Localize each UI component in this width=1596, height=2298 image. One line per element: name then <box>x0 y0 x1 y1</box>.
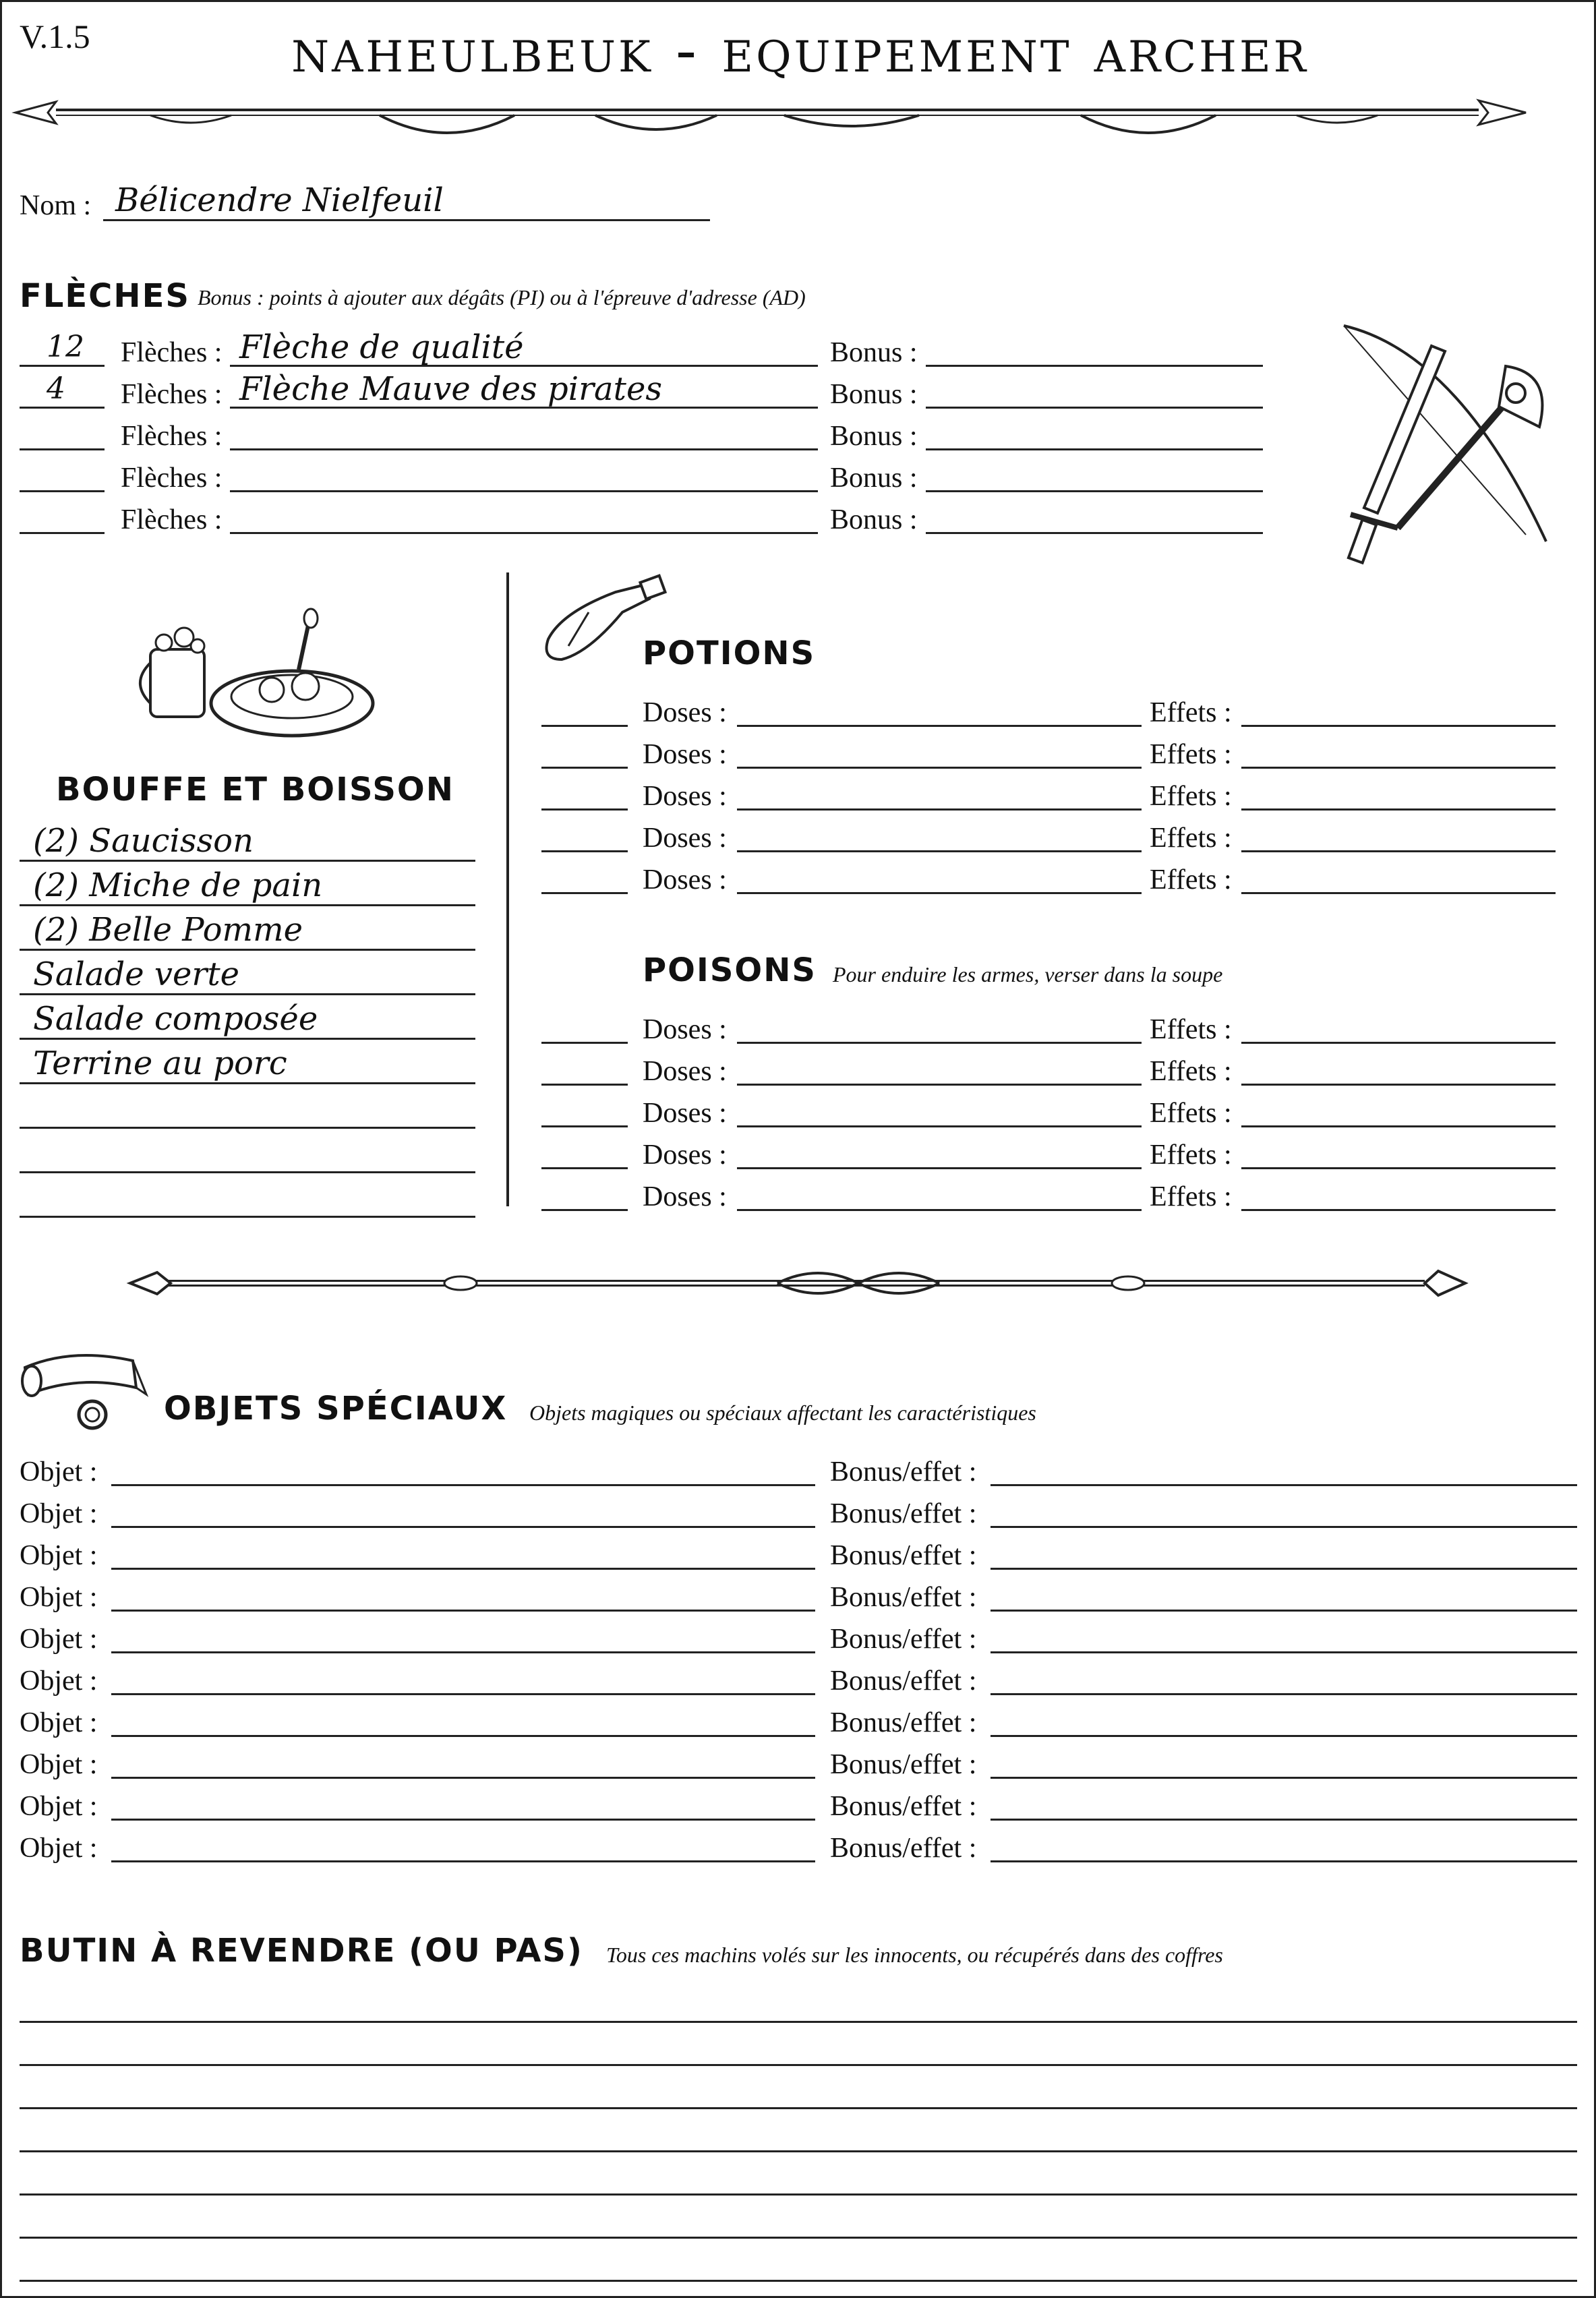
nom-line <box>103 219 710 221</box>
objet-bonus-label: Bonus/effet : <box>830 1666 977 1697</box>
objet-line[interactable] <box>111 1484 815 1486</box>
poisons-qty-line[interactable] <box>541 1209 628 1211</box>
poisons-subtitle: Pour enduire les armes, verser dans la soupe <box>833 962 1223 986</box>
fleches-label: Flèches : <box>121 421 223 452</box>
potions-doses-line[interactable] <box>737 850 1142 852</box>
poisons-effets-label: Effets : <box>1150 1181 1232 1212</box>
column-divider <box>506 572 509 1206</box>
arrow-border-icon <box>16 90 1526 144</box>
objet-bonus-line[interactable] <box>991 1735 1577 1737</box>
potions-effets-label: Effets : <box>1150 697 1232 728</box>
butin-line[interactable] <box>20 2150 1577 2152</box>
butin-line[interactable] <box>20 2064 1577 2066</box>
page-title: naheulbeuk - equipement archer <box>291 14 1309 86</box>
fleches-bonus-line[interactable] <box>926 490 1263 492</box>
potions-effets-line[interactable] <box>1241 892 1556 894</box>
objet-line[interactable] <box>111 1526 815 1528</box>
potions-doses-line[interactable] <box>737 892 1142 894</box>
objet-bonus-label: Bonus/effet : <box>830 1624 977 1655</box>
objet-label: Objet : <box>20 1624 98 1655</box>
objet-label: Objet : <box>20 1498 98 1529</box>
objet-line[interactable] <box>111 1735 815 1737</box>
objet-bonus-line[interactable] <box>991 1526 1577 1528</box>
bouffe-item[interactable]: (2) Miche de pain <box>33 866 323 904</box>
fleches-bonus-line[interactable] <box>926 532 1263 534</box>
fleches-heading: FLÈCHES <box>20 277 190 315</box>
potions-doses-label: Doses : <box>643 697 727 728</box>
potions-effets-line[interactable] <box>1241 725 1556 727</box>
poisons-doses-label: Doses : <box>643 1140 727 1171</box>
poisons-doses-line[interactable] <box>737 1167 1142 1169</box>
objet-bonus-label: Bonus/effet : <box>830 1498 977 1529</box>
objet-bonus-label: Bonus/effet : <box>830 1707 977 1738</box>
bouffe-line[interactable] <box>20 1038 475 1040</box>
potions-effets-label: Effets : <box>1150 864 1232 895</box>
fleches-name[interactable]: Flèche de qualité <box>239 328 524 366</box>
fleches-name-line[interactable] <box>230 490 818 492</box>
butin-line[interactable] <box>20 2237 1577 2239</box>
potions-doses-label: Doses : <box>643 864 727 895</box>
fleches-count-line[interactable] <box>20 448 105 450</box>
poisons-effets-label: Effets : <box>1150 1098 1232 1129</box>
potions-effets-label: Effets : <box>1150 823 1232 854</box>
poisons-doses-label: Doses : <box>643 1181 727 1212</box>
potions-doses-label: Doses : <box>643 823 727 854</box>
bouffe-item[interactable]: (2) Saucisson <box>33 822 254 860</box>
bouffe-line[interactable] <box>20 1171 475 1173</box>
bouffe-item[interactable]: Terrine au porc <box>33 1044 287 1082</box>
fleches-label: Flèches : <box>121 463 223 494</box>
potions-effets-label: Effets : <box>1150 739 1232 770</box>
fleches-count-line[interactable] <box>20 490 105 492</box>
poisons-effets-line[interactable] <box>1241 1209 1556 1211</box>
objet-bonus-line[interactable] <box>991 1819 1577 1821</box>
fleches-count-line[interactable] <box>20 532 105 534</box>
potions-doses-line[interactable] <box>737 808 1142 811</box>
poisons-doses-label: Doses : <box>643 1056 727 1087</box>
butin-line[interactable] <box>20 2021 1577 2023</box>
potions-effets-line[interactable] <box>1241 808 1556 811</box>
objets-subtitle: Objets magiques ou spéciaux affectant les caractéristiques <box>529 1401 1036 1425</box>
bouffe-line[interactable] <box>20 860 475 862</box>
potions-doses-label: Doses : <box>643 739 727 770</box>
fleches-name-line[interactable] <box>230 448 818 450</box>
bouffe-line[interactable] <box>20 1082 475 1084</box>
potions-heading: POTIONS <box>643 635 816 672</box>
poisons-effets-line[interactable] <box>1241 1042 1556 1044</box>
potions-effets-label: Effets : <box>1150 781 1232 812</box>
poisons-effets-line[interactable] <box>1241 1084 1556 1086</box>
objet-line[interactable] <box>111 1819 815 1821</box>
potions-doses-line[interactable] <box>737 767 1142 769</box>
objet-bonus-line[interactable] <box>991 1777 1577 1779</box>
potions-qty-line[interactable] <box>541 808 628 811</box>
fleches-bonus-label: Bonus : <box>830 337 918 368</box>
fleches-bonus-line[interactable] <box>926 407 1263 409</box>
fleches-label: Flèches : <box>121 504 223 535</box>
butin-line[interactable] <box>20 2107 1577 2109</box>
butin-heading: BUTIN À REVENDRE (OU PAS) <box>20 1932 583 1970</box>
butin-line[interactable] <box>20 2193 1577 2196</box>
butin-line[interactable] <box>20 2280 1577 2282</box>
fleches-name[interactable]: Flèche Mauve des pirates <box>239 370 662 408</box>
objet-line[interactable] <box>111 1651 815 1653</box>
bouffe-line[interactable] <box>20 1216 475 1218</box>
objet-line[interactable] <box>111 1777 815 1779</box>
objet-line[interactable] <box>111 1610 815 1612</box>
objet-label: Objet : <box>20 1540 98 1571</box>
potions-doses-label: Doses : <box>643 781 727 812</box>
objet-bonus-label: Bonus/effet : <box>830 1833 977 1864</box>
objet-bonus-line[interactable] <box>991 1610 1577 1612</box>
bouffe-line[interactable] <box>20 993 475 995</box>
objet-bonus-label: Bonus/effet : <box>830 1791 977 1822</box>
objets-heading: OBJETS SPÉCIAUX <box>164 1390 508 1427</box>
poisons-effets-label: Effets : <box>1150 1056 1232 1087</box>
poisons-doses-line[interactable] <box>737 1209 1142 1211</box>
bouffe-line[interactable] <box>20 949 475 951</box>
potions-qty-line[interactable] <box>541 725 628 727</box>
fleches-bonus-label: Bonus : <box>830 504 918 535</box>
poisons-qty-line[interactable] <box>541 1125 628 1127</box>
fleches-bonus-label: Bonus : <box>830 421 918 452</box>
objet-label: Objet : <box>20 1749 98 1780</box>
poisons-doses-label: Doses : <box>643 1014 727 1045</box>
objet-label: Objet : <box>20 1707 98 1738</box>
nom-label: Nom : <box>20 190 92 221</box>
crossed-weapons-icon <box>1324 312 1566 555</box>
poisons-qty-line[interactable] <box>541 1042 628 1044</box>
fleches-bonus-line[interactable] <box>926 365 1263 367</box>
butin-subtitle: Tous ces machins volés sur les innocents, ou récupérés dans des coffres <box>606 1943 1223 1967</box>
objet-label: Objet : <box>20 1582 98 1613</box>
nom-value[interactable]: Bélicendre Nielfeuil <box>115 181 444 219</box>
fleches-label: Flèches : <box>121 337 223 368</box>
poisons-doses-line[interactable] <box>737 1125 1142 1127</box>
objet-bonus-line[interactable] <box>991 1693 1577 1695</box>
fleches-bonus-label: Bonus : <box>830 463 918 494</box>
bouffe-item[interactable]: Salade composée <box>33 1000 318 1038</box>
poisons-doses-line[interactable] <box>737 1084 1142 1086</box>
poisons-effets-line[interactable] <box>1241 1167 1556 1169</box>
poisons-qty-line[interactable] <box>541 1084 628 1086</box>
fleches-subtitle: Bonus : points à ajouter aux dégâts (PI) ou à l'épreuve d'adresse (AD) <box>198 285 806 310</box>
objet-line[interactable] <box>111 1693 815 1695</box>
fleches-bonus-label: Bonus : <box>830 379 918 410</box>
fleches-label: Flèches : <box>121 379 223 410</box>
objet-bonus-line[interactable] <box>991 1568 1577 1570</box>
objet-bonus-line[interactable] <box>991 1651 1577 1653</box>
objet-line[interactable] <box>111 1568 815 1570</box>
potions-qty-line[interactable] <box>541 767 628 769</box>
poisons-effets-line[interactable] <box>1241 1125 1556 1127</box>
objet-bonus-label: Bonus/effet : <box>830 1749 977 1780</box>
objet-bonus-line[interactable] <box>991 1484 1577 1486</box>
food-platter-icon <box>137 609 380 744</box>
poisons-qty-line[interactable] <box>541 1167 628 1169</box>
fleches-count[interactable]: 4 <box>47 372 65 406</box>
fleches-bonus-line[interactable] <box>926 448 1263 450</box>
bouffe-item[interactable]: Salade verte <box>33 955 240 993</box>
fleches-count-line[interactable] <box>20 407 105 409</box>
objet-line[interactable] <box>111 1860 815 1862</box>
bouffe-line[interactable] <box>20 1127 475 1129</box>
fleches-name-line[interactable] <box>230 532 818 534</box>
poisons-effets-label: Effets : <box>1150 1014 1232 1045</box>
objet-label: Objet : <box>20 1791 98 1822</box>
potions-doses-line[interactable] <box>737 725 1142 727</box>
potions-effets-line[interactable] <box>1241 767 1556 769</box>
bouffe-line[interactable] <box>20 904 475 906</box>
poisons-effets-label: Effets : <box>1150 1140 1232 1171</box>
objet-bonus-label: Bonus/effet : <box>830 1456 977 1487</box>
version-label: V.1.5 <box>20 18 90 55</box>
potions-qty-line[interactable] <box>541 850 628 852</box>
potions-qty-line[interactable] <box>541 892 628 894</box>
objet-label: Objet : <box>20 1456 98 1487</box>
fleches-count-line[interactable] <box>20 365 105 367</box>
potions-effets-line[interactable] <box>1241 850 1556 852</box>
objet-bonus-label: Bonus/effet : <box>830 1540 977 1571</box>
bouffe-heading: BOUFFE ET BOISSON <box>56 771 454 808</box>
objet-label: Objet : <box>20 1833 98 1864</box>
objet-bonus-line[interactable] <box>991 1860 1577 1862</box>
poisons-doses-line[interactable] <box>737 1042 1142 1044</box>
poisons-doses-label: Doses : <box>643 1098 727 1129</box>
poisons-heading: POISONS <box>643 951 817 989</box>
staff-divider-icon <box>130 1263 1465 1303</box>
fleches-count[interactable]: 12 <box>47 330 84 364</box>
objet-bonus-label: Bonus/effet : <box>830 1582 977 1613</box>
bouffe-item[interactable]: (2) Belle Pomme <box>33 911 303 949</box>
objet-label: Objet : <box>20 1666 98 1697</box>
scroll-ring-icon <box>18 1340 153 1435</box>
